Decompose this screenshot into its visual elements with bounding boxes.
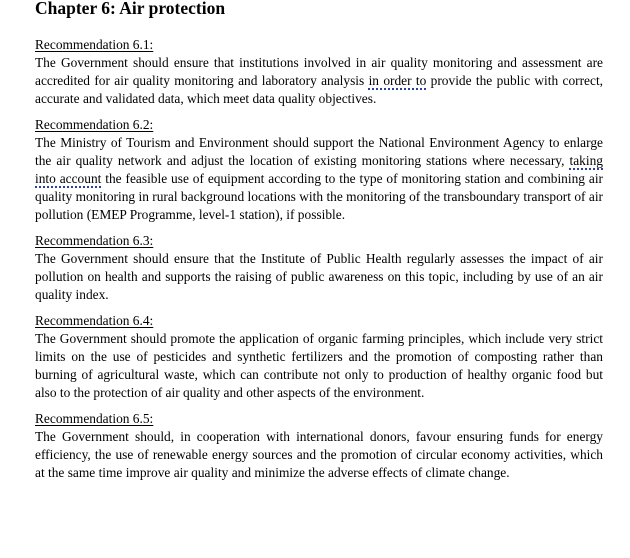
recommendation-body xyxy=(35,134,603,224)
recommendation-text: provide the public with correct, accurate and validated data, which meet data quality objectives. xyxy=(35,73,604,106)
recommendation-6-4 xyxy=(35,312,603,402)
recommendation-6-1 xyxy=(35,36,603,108)
recommendation-body: The Government should promote the application of organic farming principles, which include very strict limits on the use of pesticides and synthetic fertilizers and the promotion of composting rather than burning of agricultural waste, which can contribute not only to production of healthy organic food but also to the protection of air quality and other aspects of the environment. xyxy=(35,331,603,400)
chapter-title: Chapter 6: Air protection xyxy=(35,0,226,18)
recommendation-6-2 xyxy=(35,116,603,224)
recommendation-body: The Government should, in cooperation with international donors, favour ensuring funds for energy efficiency, the use of renewable energy sources and the promotion of circular economy activities, which at the same time improve air quality and minimize the adverse effects of climate change. xyxy=(35,429,603,480)
recommendation-body: The Government should ensure that the Institute of Public Health regularly assesses the impact of air pollution on health and supports the raising of public awareness on this topic, including by use of an air quality index. xyxy=(35,251,603,302)
recommendation-text: The Government should ensure that institutions involved in air quality monitoring and assessment are accredited for air quality monitoring and laboratory analysis xyxy=(35,55,603,88)
recommendation-heading: Recommendation 6.2: xyxy=(35,117,154,132)
flagged-phrase: in order to xyxy=(368,73,427,88)
recommendation-6-5 xyxy=(35,410,603,482)
recommendation-6-3 xyxy=(35,232,603,304)
recommendation-text: The Ministry of Tourism and Environment should support the National Environment Agency to enlarge the air quality network and adjust the location of existing monitoring stations where necessary, xyxy=(35,135,603,168)
recommendation-heading: Recommendation 6.3: xyxy=(35,233,154,248)
flagged-phrase: taking into account xyxy=(35,153,603,186)
recommendation-text: the feasible use of equipment according to the type of monitoring station and combining air quality monitoring in rural background locations with the monitoring of the transboundary transport of air pollution (EMEP Programme, level-1 station), if possible. xyxy=(35,171,603,222)
recommendation-heading: Recommendation 6.5: xyxy=(35,411,154,426)
recommendation-body xyxy=(35,54,603,108)
recommendation-heading: Recommendation 6.1: xyxy=(35,37,154,52)
recommendation-heading: Recommendation 6.4: xyxy=(35,313,154,328)
